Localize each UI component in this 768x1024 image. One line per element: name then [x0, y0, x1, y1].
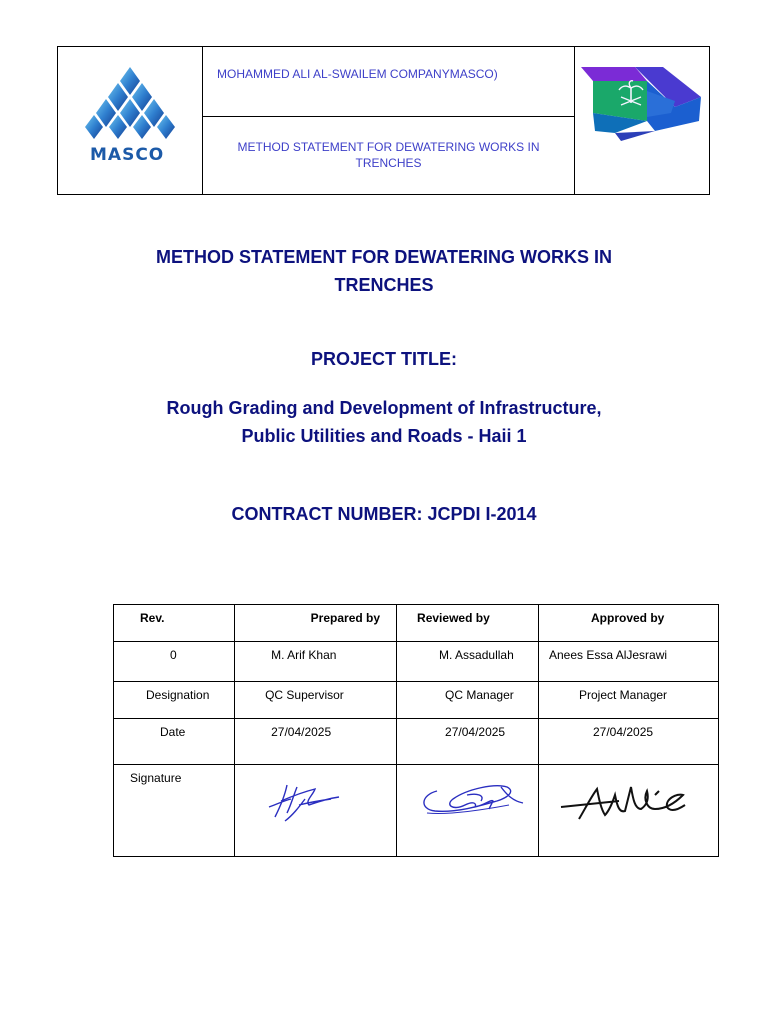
- client-logo-cell: [575, 47, 709, 194]
- table-cell: [235, 719, 397, 765]
- project-title-label: PROJECT TITLE:: [310, 349, 457, 369]
- table-cell: [114, 719, 235, 765]
- table-header-row: [114, 605, 719, 642]
- project-title-line1: Rough Grading and Development of Infrastructure,: [166, 398, 602, 418]
- rev-number: 0: [170, 648, 177, 662]
- masco-diamond-logo: [58, 47, 203, 147]
- document-title: [0, 243, 768, 299]
- table-row: [114, 642, 719, 682]
- prepared-by-name: M. Arif Khan: [271, 648, 337, 662]
- table-cell: [114, 765, 235, 857]
- header-rev-label: Rev.: [140, 611, 165, 625]
- company-logo-cell: [58, 47, 203, 194]
- table-cell: [539, 682, 719, 719]
- logo-wordmark: MASCO: [90, 145, 165, 165]
- table-cell: [539, 765, 719, 857]
- table-cell: [397, 719, 539, 765]
- table-cell: [539, 719, 719, 765]
- signature-label: Signature: [130, 771, 182, 785]
- header-approved-label: Approved by: [591, 611, 665, 625]
- approved-date: 27/04/2025: [593, 725, 654, 739]
- document-title-text: METHOD STATEMENT FOR DEWATERING WORKS IN TRENCHES: [156, 247, 612, 295]
- table-cell: [235, 765, 397, 857]
- table-cell: [397, 682, 539, 719]
- table-cell: [114, 642, 235, 682]
- table-cell: [397, 765, 539, 857]
- table-cell: [235, 682, 397, 719]
- approved-by-name: Anees Essa AlJesrawi: [549, 648, 668, 662]
- contract-number: CONTRACT NUMBER: JCPDI I-2014: [231, 504, 537, 524]
- date-label: Date: [160, 725, 186, 739]
- reviewed-by-signature: [397, 765, 537, 855]
- table-cell: [235, 642, 397, 682]
- signature-row: [114, 765, 719, 857]
- reviewed-date: 27/04/2025: [445, 725, 506, 739]
- table-row: [114, 682, 719, 719]
- table-cell: [397, 642, 539, 682]
- approved-by-designation: Project Manager: [579, 688, 668, 702]
- header-reviewed-label: Reviewed by: [417, 611, 490, 625]
- header-middle: [203, 47, 575, 194]
- prepared-date: 27/04/2025: [271, 725, 332, 739]
- header-cell-reviewed: [397, 605, 539, 642]
- table-row: [114, 719, 719, 765]
- prepared-by-designation: QC Supervisor: [265, 688, 344, 702]
- prepared-by-signature: [235, 765, 395, 855]
- company-name: MOHAMMED ALI AL-SWAILEM COMPANYMASCO): [203, 47, 574, 117]
- reviewed-by-designation: QC Manager: [445, 688, 514, 702]
- signoff-table: [113, 604, 719, 857]
- header-prepared-label: Prepared by: [310, 611, 381, 625]
- reviewed-by-name: M. Assadullah: [439, 648, 514, 662]
- header-cell-prepared: [235, 605, 397, 642]
- header-cell-rev: [114, 605, 235, 642]
- document-header: [57, 46, 710, 195]
- designation-label: Designation: [146, 688, 210, 702]
- client-emblem-logo: [575, 61, 709, 151]
- approved-by-signature: [539, 765, 717, 855]
- project-title-line2: Public Utilities and Roads - Haii 1: [241, 426, 527, 446]
- table-cell: [539, 642, 719, 682]
- header-document-title: METHOD STATEMENT FOR DEWATERING WORKS IN TRENCHES: [237, 140, 540, 170]
- project-title: [0, 394, 768, 450]
- table-cell: [114, 682, 235, 719]
- header-cell-approved: [539, 605, 719, 642]
